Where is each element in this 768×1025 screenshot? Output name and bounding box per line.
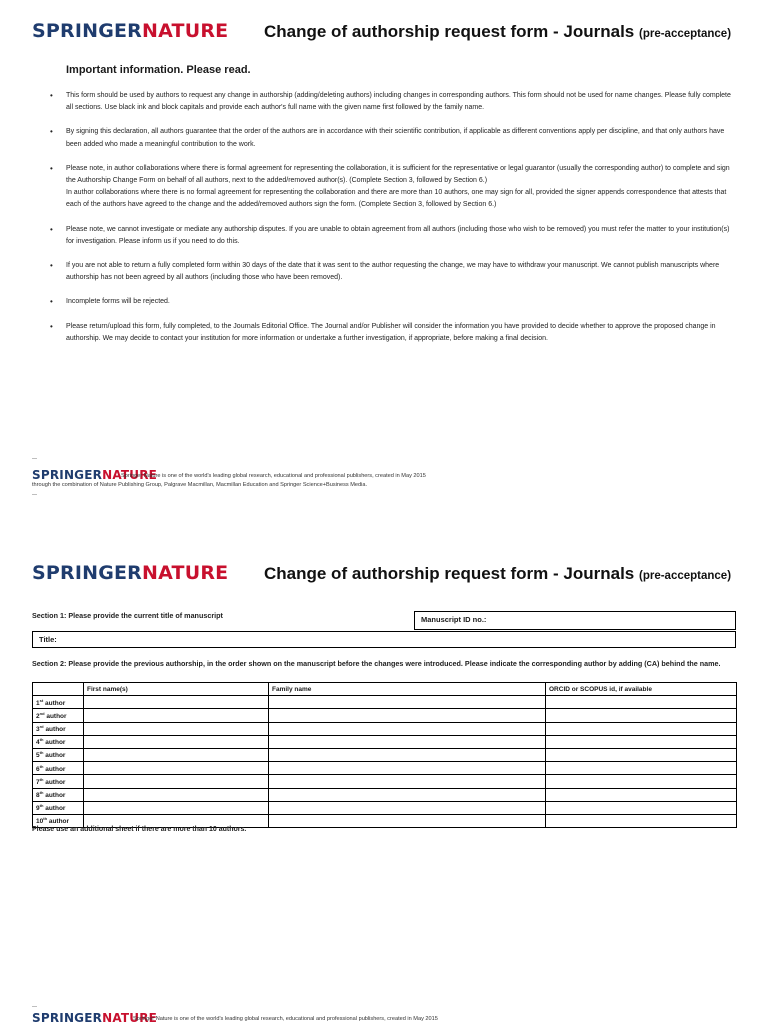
list-item: • Please note, we cannot investigate or mediate any authorship disputes. If you are unable to obtain agreement from all authors (including those who wish to be removed) you must refer the matter to your institution(s) for investigation. Please inform us if you need to do this.	[48, 224, 736, 248]
row-num: 1	[36, 699, 40, 707]
page-title-text: Change of authorship request form - Journals	[264, 564, 635, 583]
row-label-text: author	[45, 765, 66, 773]
family-name-cell[interactable]	[269, 748, 546, 761]
divider: —	[32, 456, 37, 462]
row-label	[33, 801, 84, 814]
row-label-text: author	[48, 818, 70, 826]
row-num: 7	[36, 778, 40, 786]
row-sup: th	[39, 737, 44, 743]
row-sup: nd	[39, 710, 45, 716]
footer-text	[121, 472, 426, 481]
row-sup: th	[39, 803, 44, 809]
row-label	[33, 696, 84, 709]
row-num: 10	[36, 818, 44, 826]
row-num: 8	[36, 792, 40, 800]
first-name-cell[interactable]	[84, 735, 269, 748]
family-name-cell[interactable]	[269, 735, 546, 748]
list-item-text: In author collaborations where there is no formal agreement for representing the collaboration and there are more than 10 authors, one may sign for all, provided the signer appends correspondence that attests that each of the authors have agreed to the change and the added/removed authors sign the form. (Complete Section 3, followed by Section 6.)	[66, 189, 727, 209]
info-list	[48, 90, 736, 357]
orcid-cell[interactable]	[546, 748, 737, 761]
footer-logo-part1: SPRINGER	[32, 468, 103, 482]
row-label-text: author	[46, 713, 67, 721]
first-name-cell[interactable]	[84, 801, 269, 814]
first-name-cell[interactable]	[84, 722, 269, 735]
row-num: 9	[36, 805, 40, 813]
family-name-cell[interactable]	[269, 762, 546, 775]
table-row	[33, 775, 737, 788]
row-sup: th	[39, 763, 44, 769]
row-sup: th	[43, 816, 48, 822]
page-title-text: Change of authorship request form - Journals	[264, 22, 635, 41]
list-item: • By signing this declaration, all authors guarantee that the order of the authors are in accordance with their scientific contribution, if applicable as different conventions apply per discipline, and that only authors have been added who made a meaningful contribution to the work.	[48, 126, 736, 150]
first-name-cell[interactable]	[84, 709, 269, 722]
table-row	[33, 722, 737, 735]
row-label-text: author	[45, 778, 66, 786]
family-name-cell[interactable]	[269, 722, 546, 735]
row-label	[33, 722, 84, 735]
first-name-cell[interactable]	[84, 748, 269, 761]
footer-text-page2	[133, 1015, 438, 1024]
row-label-text: author	[45, 699, 66, 707]
important-heading: Important information. Please read.	[66, 64, 251, 76]
footer-line: through the combination of Nature Publishing Group, Palgrave Macmillan, Macmillan Education and Springer Science+Business Media.	[32, 482, 368, 488]
previous-authors-table	[32, 682, 737, 828]
title-label: Title:	[39, 635, 57, 644]
orcid-cell[interactable]	[546, 735, 737, 748]
section-2-label: Section 2: Please provide the previous authorship, in the order shown on the manuscript before the changes were introduced. Please indicate the corresponding author by adding (CA) behind the name.	[32, 659, 721, 668]
orcid-cell[interactable]	[546, 696, 737, 709]
row-num: 6	[36, 765, 40, 773]
row-label	[33, 709, 84, 722]
table-header: Family name	[269, 683, 546, 696]
row-sup: st	[39, 697, 44, 703]
manuscript-id-field[interactable]	[414, 611, 736, 630]
table-row	[33, 788, 737, 801]
row-sup: rd	[39, 724, 44, 730]
row-label	[33, 762, 84, 775]
orcid-cell[interactable]	[546, 814, 737, 827]
logo-part1: SPRINGER	[32, 562, 143, 584]
row-label-text: author	[45, 805, 66, 813]
orcid-cell[interactable]	[546, 801, 737, 814]
footer-logo-part2: NATURE	[102, 468, 158, 482]
family-name-cell[interactable]	[269, 696, 546, 709]
logo-part2: NATURE	[142, 20, 229, 42]
row-num: 3	[36, 726, 40, 734]
family-name-cell[interactable]	[269, 709, 546, 722]
row-label-text: author	[45, 752, 66, 760]
footer-line: Springer Nature is one of the world's leading global research, educational and professional publishers, created in May 2015	[133, 1016, 438, 1022]
row-sup: th	[39, 790, 44, 796]
orcid-cell[interactable]	[546, 775, 737, 788]
page-subtitle: (pre-acceptance)	[639, 570, 732, 582]
table-row	[33, 762, 737, 775]
page-subtitle: (pre-acceptance)	[639, 28, 732, 40]
family-name-cell[interactable]	[269, 775, 546, 788]
table-header: First name(s)	[84, 683, 269, 696]
row-label-text: author	[45, 739, 66, 747]
orcid-cell[interactable]	[546, 722, 737, 735]
list-item: • Please return/upload this form, fully completed, to the Journals Editorial Office. The Journal and/or Publisher will consider the information you have provided to decide whether to approve the proposed change in authorship. We may decide to contact your institution for more information or undertake a further investigation, if appropriate, before making a final decision.	[48, 321, 736, 345]
divider: —	[32, 1004, 37, 1010]
page-title	[264, 22, 731, 42]
section-1-label: Section 1: Please provide the current title of manuscript	[32, 611, 223, 620]
first-name-cell[interactable]	[84, 696, 269, 709]
row-label-text: author	[45, 792, 66, 800]
orcid-cell[interactable]	[546, 709, 737, 722]
table-row	[33, 748, 737, 761]
list-item: • Incomplete forms will be rejected.	[48, 296, 736, 308]
logo-part1: SPRINGER	[32, 20, 143, 42]
additional-sheet-note: Please use an additional sheet if there are more than 10 authors.	[32, 826, 247, 833]
table-row	[33, 696, 737, 709]
table-header	[33, 683, 84, 696]
orcid-cell[interactable]	[546, 762, 737, 775]
family-name-cell[interactable]	[269, 801, 546, 814]
row-label	[33, 775, 84, 788]
list-item	[48, 163, 736, 212]
footer-logo-part1: SPRINGER	[32, 1011, 103, 1025]
divider: —	[32, 492, 37, 498]
table-header-row	[33, 683, 737, 696]
list-item-text: Please note, in author collaborations where there is formal agreement for representing the collaboration, it is sufficient for the representative or legal guarantor (usually the corresponding author) to complete and sign the Authorship Change Form on behalf of all authors, next to the added/removed author(s). (Complete Section 3, followed by Section 6.)	[66, 164, 730, 185]
table-row	[33, 735, 737, 748]
row-num: 5	[36, 752, 40, 760]
family-name-cell[interactable]	[269, 788, 546, 801]
page-title-2	[264, 564, 731, 584]
springer-nature-logo	[32, 20, 228, 42]
springer-nature-logo-2	[32, 562, 228, 584]
orcid-cell[interactable]	[546, 788, 737, 801]
list-item: • If you are not able to return a fully completed form within 30 days of the date that it was sent to the author requesting the change, we may have to withdraw your manuscript. We cannot publish manuscripts where authorship has not been agreed by all authors (including those who have been removed).	[48, 260, 736, 284]
title-field[interactable]	[32, 631, 736, 648]
row-label	[33, 748, 84, 761]
first-name-cell[interactable]	[84, 788, 269, 801]
table-row	[33, 801, 737, 814]
row-num: 2	[36, 713, 40, 721]
row-num: 4	[36, 739, 40, 747]
footer-line: Springer Nature is one of the world's leading global research, educational and professional publishers, created in May 2015	[121, 473, 426, 479]
list-item: • This form should be used by authors to request any change in authorship (adding/deleting authors) including changes in corresponding authors. This form should not be used for name changes. Please fully complete all sections. Use black ink and block capitals and provide each author's full name with the given name first followed by the family name.	[48, 90, 736, 114]
row-sup: th	[39, 776, 44, 782]
table-header: ORCID or SCOPUS id, if available	[546, 683, 737, 696]
row-label	[33, 788, 84, 801]
first-name-cell[interactable]	[84, 762, 269, 775]
row-label	[33, 735, 84, 748]
table-row	[33, 709, 737, 722]
first-name-cell[interactable]	[84, 775, 269, 788]
footer-logo-part2: NATURE	[102, 1011, 158, 1025]
row-label-text: author	[45, 726, 66, 734]
manuscript-id-label: Manuscript ID no.:	[421, 615, 487, 624]
logo-part2: NATURE	[142, 562, 229, 584]
family-name-cell[interactable]	[269, 814, 546, 827]
footer-text-2	[32, 481, 367, 490]
row-sup: th	[39, 750, 44, 756]
